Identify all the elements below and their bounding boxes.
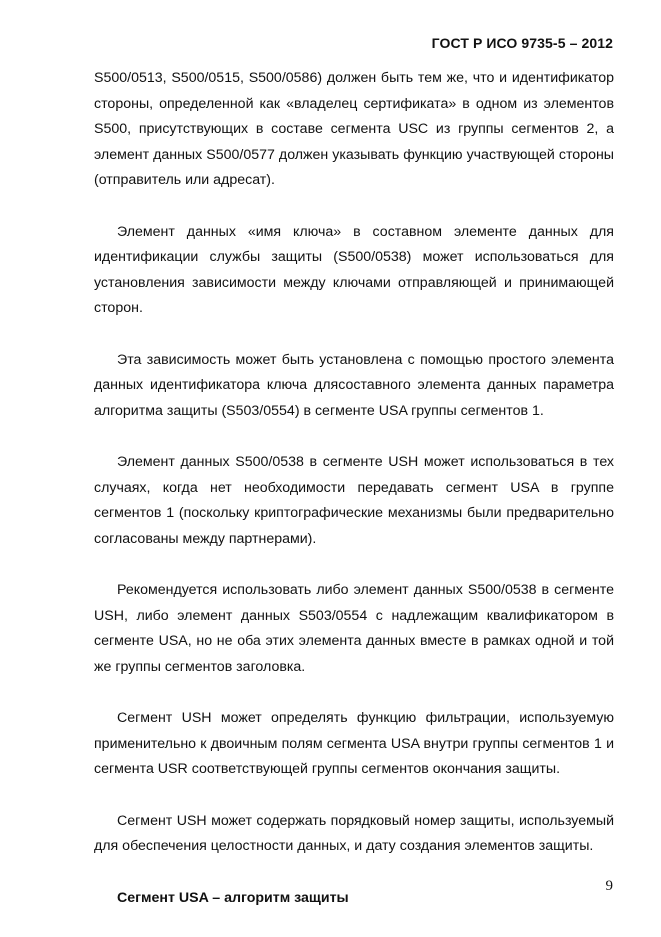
paragraph: Элемент данных «имя ключа» в составном элементе данных для идентификации службы защиты (S500/0538) может использоваться для установления зависимости между ключами отправляющей и принимающей сторон. bbox=[94, 223, 614, 316]
section-heading: Сегмент USA – алгоритм защиты bbox=[117, 889, 349, 906]
document-header: ГОСТ Р ИСО 9735-5 – 2012 bbox=[431, 35, 613, 51]
paragraph: Сегмент USH может содержать порядковый номер защиты, используемый для обеспечения целостности данных, и дату создания элементов защиты. bbox=[94, 812, 614, 854]
body-text bbox=[94, 66, 614, 937]
paragraph: Сегмент USH может определять функцию фильтрации, используемую применительно к двоичным полям сегмента USA внутри группы сегментов 1 и сегмента USR соответствующей группы сегментов окончания защиты. bbox=[94, 710, 614, 777]
paragraph: Эта зависимость может быть установлена с помощью простого элемента данных идентификатора ключа длясоставного элемента данных параметра алгоритма защиты (S503/0554) в сегменте USA группы сегментов 1. bbox=[94, 351, 614, 419]
paragraph: Рекомендуется использовать либо элемент данных S500/0538 в сегменте USH, либо элемент данных S503/0554 с надлежащим квалификатором в сегменте USA, но не оба этих элемента данных вместе в рамках одной и той же группы сегментов заголовка. bbox=[94, 582, 614, 675]
paragraph-continuation: S500/0513, S500/0515, S500/0586) должен быть тем же, что и идентификатор стороны, определенной как «владелец сертификата» в одном из элементов S500, присутствующих в составе сегмента USC из группы сегментов 2, а элемент данных S500/0577 должен указывать функцию участвующей стороны (отправитель или адресат). bbox=[94, 70, 614, 188]
paragraph: Элемент данных S500/0538 в сегменте USH может использоваться в тех случаях, когда нет необходимости передавать сегмент USA в группе сегментов 1 (поскольку криптографические механизмы были предварительно согласованы между партнерами). bbox=[94, 454, 614, 547]
page-number: 9 bbox=[605, 878, 613, 894]
